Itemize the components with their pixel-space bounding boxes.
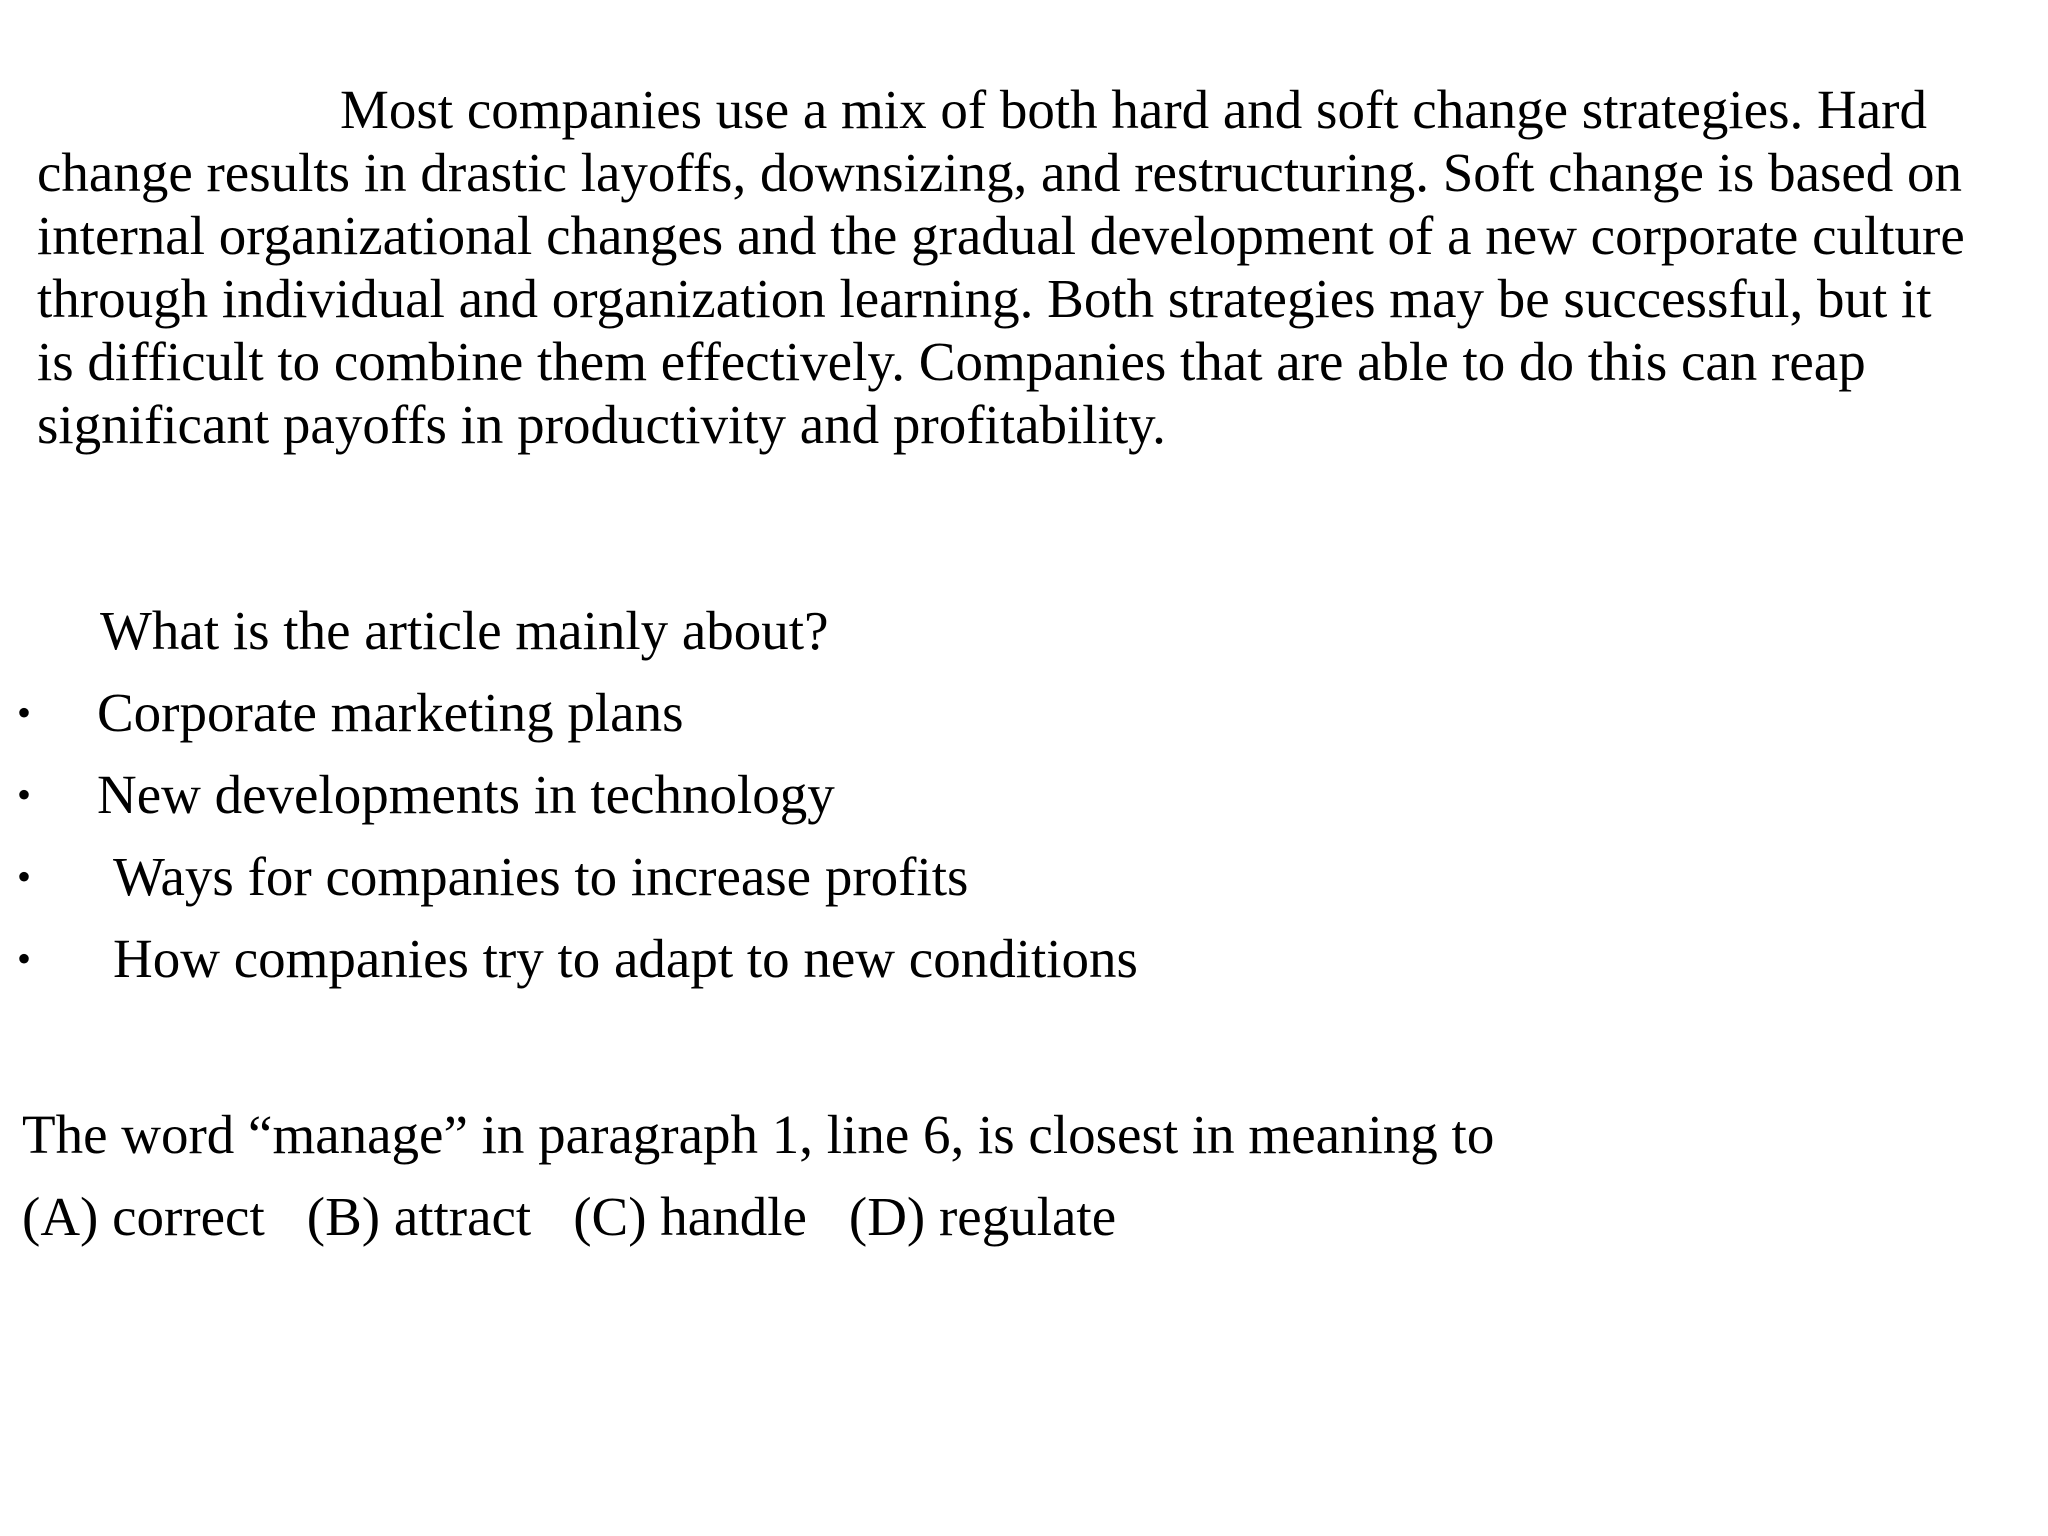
- answer-choices: [22, 1176, 1494, 1258]
- answer-option-text: Ways for companies to increase profits: [113, 846, 969, 907]
- bullet-icon: •: [17, 690, 32, 735]
- bullet-icon: •: [17, 936, 32, 981]
- choice-c[interactable]: (C) handle: [573, 1186, 807, 1247]
- question-vocabulary: [22, 1094, 1494, 1258]
- passage-line: internal organizational changes and the gradual development of a new corporate culture: [37, 205, 1965, 266]
- answer-option-text: New developments in technology: [97, 764, 835, 825]
- passage-line: Most companies use a mix of both hard and soft change strategies. Hard: [340, 79, 1927, 140]
- passage-line: through individual and organization learning. Both strategies may be successful, but it: [37, 268, 1932, 329]
- answer-option-text: Corporate marketing plans: [97, 682, 684, 743]
- bullet-icon: •: [17, 772, 32, 817]
- choice-d[interactable]: (D) regulate: [848, 1186, 1117, 1247]
- question-prompt: The word “manage” in paragraph 1, line 6, is closest in meaning to: [22, 1104, 1495, 1165]
- question-prompt: What is the article mainly about?: [100, 600, 829, 661]
- passage-line: is difficult to combine them effectively. Companies that are able to do this can reap: [37, 331, 1866, 392]
- reading-passage: [37, 78, 2037, 456]
- passage-line: change results in drastic layoffs, downsizing, and restructuring. Soft change is based on: [37, 142, 1963, 203]
- choice-b[interactable]: (B) attract: [306, 1186, 532, 1247]
- answer-option-text: How companies try to adapt to new conditions: [113, 928, 1138, 989]
- passage-line: significant payoffs in productivity and profitability.: [37, 394, 1166, 455]
- choice-a[interactable]: (A) correct: [22, 1186, 265, 1247]
- bullet-icon: •: [17, 854, 32, 899]
